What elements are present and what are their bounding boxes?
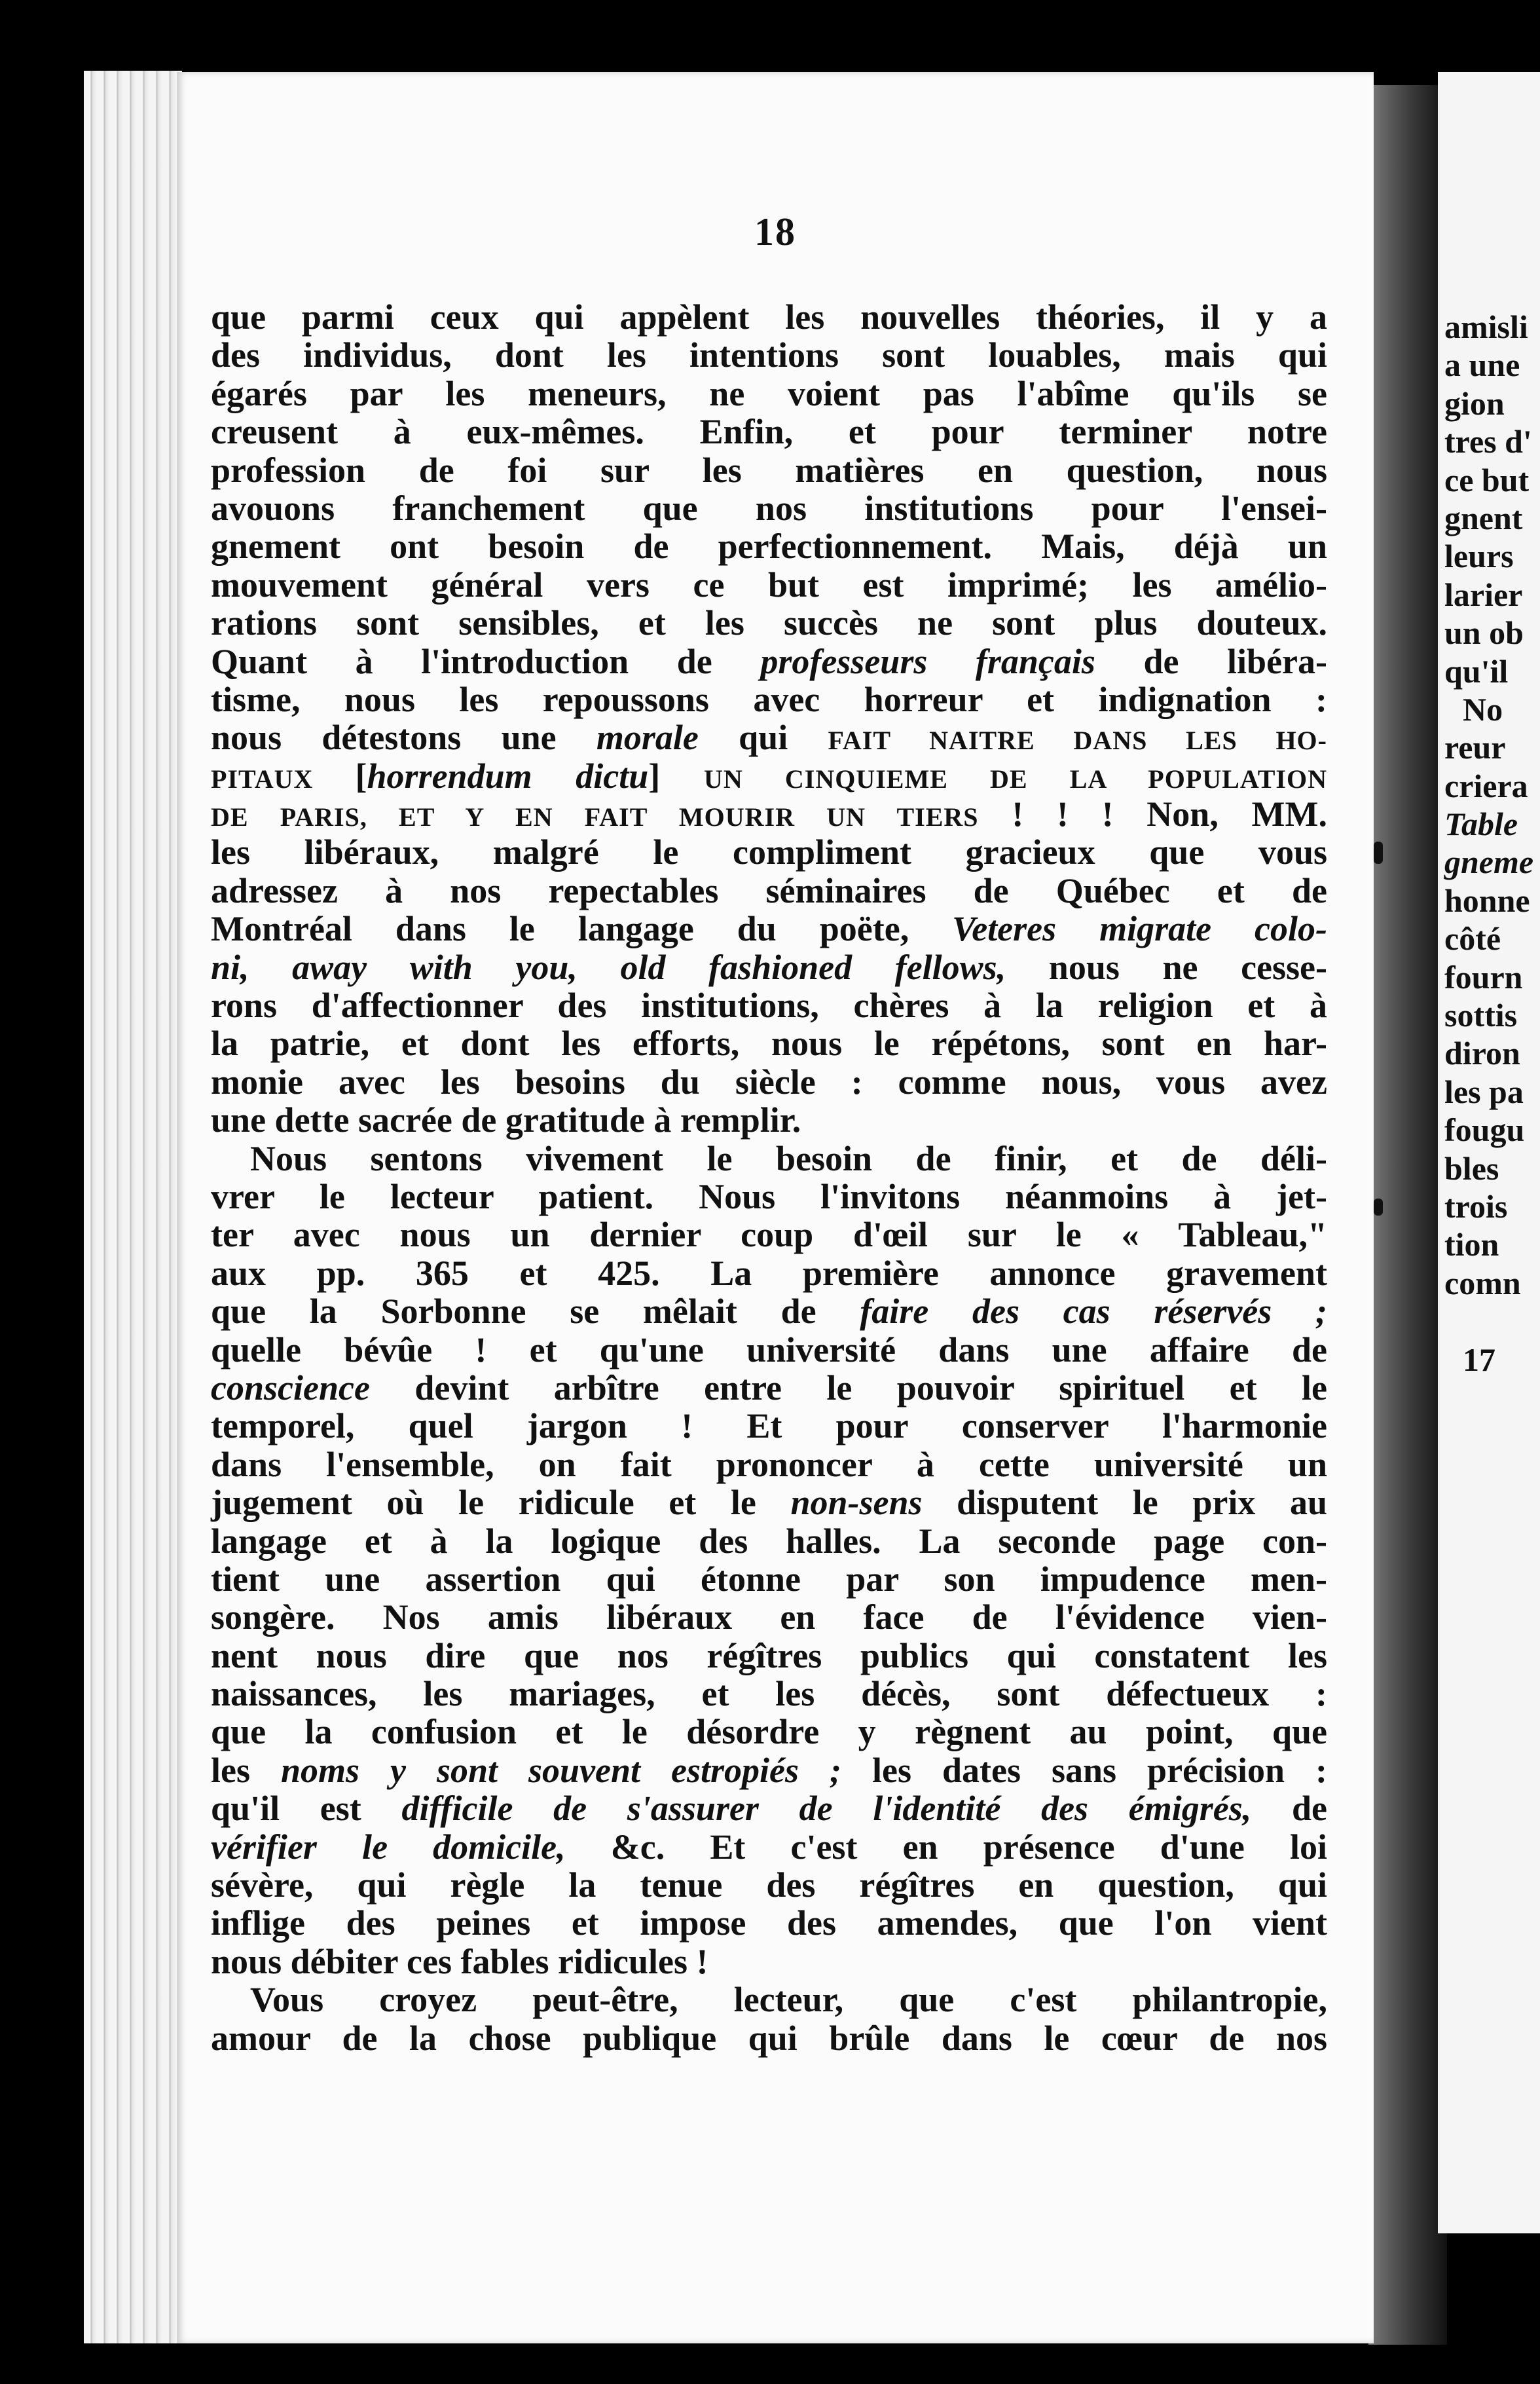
facing-page-line: tres d' <box>1444 423 1532 460</box>
text-run: nous débiter ces fables ridicules ! <box>211 1941 708 1981</box>
text-run: difficile de s'assurer de l'identité des émigrés, <box>401 1789 1252 1829</box>
text-line <box>211 1675 1327 1713</box>
text-line <box>211 680 1327 718</box>
text-run: &c. Et c'est en présence d'une loi <box>565 1827 1327 1867</box>
text-run: amour de la chose publique qui brûle dans le cœur de nos <box>211 2018 1327 2058</box>
facing-page-line: honne <box>1444 882 1530 919</box>
text-run: adressez à nos repectables séminaires de Québec et de <box>211 870 1327 910</box>
text-run: Vous croyez peut-être, lecteur, que c'est philantropie, <box>250 1980 1327 2020</box>
text-line <box>211 1637 1327 1675</box>
text-run: DE PARIS, ET Y EN FAIT MOURIR UN TIERS <box>211 802 979 832</box>
text-line <box>211 795 1327 833</box>
text-run: une dette sacrée de gratitude à remplir. <box>211 1100 801 1140</box>
text-line <box>211 1445 1327 1483</box>
text-run: horrendum dictu <box>367 756 649 796</box>
text-run: que parmi ceux qui appèlent les nouvelles théories, il y a <box>211 297 1327 337</box>
page-number: 18 <box>754 210 796 253</box>
text-run: de libéra- <box>1095 641 1327 681</box>
facing-page-line <box>1438 1302 1533 1340</box>
text-line <box>211 1101 1327 1139</box>
text-run: conscience <box>211 1368 370 1407</box>
text-run: avouons franchement que nos institutions pour l'ensei- <box>211 488 1327 528</box>
text-run: non-sens <box>790 1483 923 1523</box>
text-line <box>211 1254 1327 1292</box>
text-line <box>211 1140 1327 1178</box>
text-run: inflige des peines et impose des amendes, que l'on vient <box>211 1903 1327 1943</box>
facing-page-line: gnent <box>1444 499 1523 536</box>
text-line <box>211 1751 1327 1789</box>
facing-page-text <box>1438 308 1533 1379</box>
text-run: Veteres migrate colo- <box>952 909 1327 949</box>
text-run: rations sont sensibles, et les succès ne sont plus douteux. <box>211 603 1327 643</box>
text-line <box>211 413 1327 451</box>
text-run: Montréal dans le langage du poëte, <box>211 909 953 949</box>
text-line <box>211 489 1327 527</box>
text-run: songère. Nos amis libéraux en face de l'évidence vien- <box>211 1597 1327 1637</box>
text-line <box>211 1981 1327 2019</box>
text-run: nent nous dire que nos régîtres publics qui constatent les <box>211 1635 1327 1675</box>
text-run: qui <box>698 718 828 758</box>
text-run: Nous sentons vivement le besoin de finir, et de déli- <box>250 1138 1327 1178</box>
facing-page-line: leurs <box>1444 538 1514 575</box>
text-line <box>211 1598 1327 1636</box>
text-run: noms y sont souvent estropiés ; <box>280 1750 842 1790</box>
facing-page-line: a une <box>1444 346 1520 384</box>
text-line <box>211 1713 1327 1751</box>
text-run: professeurs français <box>760 641 1095 681</box>
text-line <box>211 1789 1327 1827</box>
text-run: égarés par les meneurs, ne voient pas l'abîme qu'ils se <box>211 373 1327 413</box>
text-run: Quant à l'introduction de <box>211 641 761 681</box>
facing-page-line: un ob <box>1444 614 1524 652</box>
text-line <box>211 872 1327 910</box>
facing-page-line: les pa <box>1444 1073 1524 1110</box>
text-line <box>211 604 1327 642</box>
facing-page-line: reur <box>1444 729 1506 766</box>
facing-page-line: ce but <box>1444 461 1530 498</box>
text-line <box>211 1216 1327 1254</box>
text-run: PITAUX <box>211 764 356 794</box>
facing-page-line: bles <box>1444 1149 1499 1187</box>
facing-page-line: comn <box>1444 1264 1521 1301</box>
text-run: des individus, dont les intentions sont louables, mais qui <box>211 335 1327 375</box>
text-run: ] <box>648 756 704 796</box>
text-run: qu'il est <box>211 1789 402 1829</box>
facing-page-line: 17 <box>1463 1341 1495 1378</box>
text-run: vrer le lecteur patient. Nous l'invitons néanmoins à jet- <box>211 1176 1327 1216</box>
text-run: de <box>1251 1789 1327 1829</box>
text-line <box>211 566 1327 604</box>
text-run: faire des cas réservés ; <box>860 1292 1327 1332</box>
facing-page-line: gion <box>1444 384 1505 422</box>
text-line <box>211 833 1327 871</box>
text-line <box>211 336 1327 374</box>
text-run: que la confusion et le désordre y règnent au point, que <box>211 1712 1327 1752</box>
text-line <box>211 298 1327 336</box>
facing-page-line: diron <box>1444 1035 1520 1072</box>
facing-page-line: côté <box>1444 920 1501 958</box>
text-run: UN CINQUIEME DE LA POPULATION <box>703 764 1328 794</box>
text-run: morale <box>596 718 699 758</box>
text-line <box>211 1178 1327 1216</box>
text-line <box>211 910 1327 948</box>
text-run: gnement ont besoin de perfectionnement. Mais, déjà un <box>211 527 1327 567</box>
text-line <box>211 527 1327 565</box>
text-run: ! ! ! Non, MM. <box>978 794 1327 834</box>
text-line <box>211 1904 1327 1942</box>
text-run: disputent le prix au <box>922 1483 1327 1523</box>
text-run: jugement où le ridicule et le <box>211 1483 791 1523</box>
text-run: que la Sorbonne se mêlait de <box>211 1292 860 1332</box>
text-line <box>211 948 1327 986</box>
text-run: les libéraux, malgré le compliment gracieux que vous <box>211 832 1327 872</box>
text-run: quelle bévûe ! et qu'une université dans une affaire de <box>211 1330 1327 1369</box>
page-body-text <box>211 298 1327 2057</box>
text-run: creusent à eux-mêmes. Enfin, et pour terminer notre <box>211 412 1327 452</box>
text-run: devint arbître entre le pouvoir spirituel et le <box>369 1368 1327 1407</box>
text-run: dans l'ensemble, on fait prononcer à cette université un <box>211 1444 1327 1484</box>
text-run: langage et à la logique des halles. La seconde page con- <box>211 1521 1327 1561</box>
facing-page-line: amisli <box>1444 308 1528 345</box>
facing-page-line: Table <box>1444 806 1518 843</box>
text-run: rons d'affectionner des institutions, chères à la religion et à <box>211 986 1327 1026</box>
text-run: nous détestons une <box>211 718 596 758</box>
facing-page-line: trois <box>1444 1187 1508 1225</box>
text-line <box>211 375 1327 413</box>
text-run: ter avec nous un dernier coup d'œil sur le « Tableau," <box>211 1215 1327 1255</box>
text-run: [ <box>355 756 367 796</box>
text-run: profession de foi sur les matières en question, nous <box>211 450 1327 490</box>
text-line <box>211 986 1327 1024</box>
text-run: FAIT NAITRE DANS LES HO- <box>828 726 1327 756</box>
text-run: mouvement général vers ce but est imprimé; les amélio- <box>211 565 1327 605</box>
facing-page-line: gneme <box>1444 844 1534 881</box>
text-line <box>211 1943 1327 1981</box>
facing-page-line: larier <box>1444 576 1523 613</box>
text-run: vérifier le domicile, <box>211 1827 566 1867</box>
text-run: tient une assertion qui étonne par son impudence men- <box>211 1559 1327 1599</box>
margin-mark <box>1374 842 1383 864</box>
page-edges <box>84 71 182 2343</box>
text-line <box>211 1331 1327 1369</box>
text-run: aux pp. 365 et 425. La première annonce gravement <box>211 1253 1327 1293</box>
text-line <box>211 1560 1327 1598</box>
text-run: tisme, nous les repoussons avec horreur et indignation : <box>211 679 1327 719</box>
text-line <box>211 643 1327 680</box>
facing-page-line: criera <box>1444 767 1528 804</box>
text-line <box>211 1024 1327 1062</box>
text-line <box>211 2019 1327 2057</box>
text-line <box>211 757 1327 795</box>
text-line <box>211 1407 1327 1445</box>
text-line <box>211 1522 1327 1560</box>
facing-page-line: No <box>1463 690 1503 728</box>
text-run: les dates sans précision : <box>841 1750 1327 1790</box>
facing-page-line: fourn <box>1444 958 1523 996</box>
text-line <box>211 451 1327 489</box>
text-line <box>211 718 1327 756</box>
facing-page-line: fougu <box>1444 1111 1525 1149</box>
facing-page-line: qu'il <box>1444 652 1509 690</box>
margin-mark <box>1374 1199 1383 1216</box>
text-run: sévère, qui règle la tenue des régîtres en question, qui <box>211 1865 1327 1905</box>
text-run: la patrie, et dont les efforts, nous le répétons, sont en har- <box>211 1024 1327 1064</box>
facing-page-line: tion <box>1444 1226 1499 1263</box>
text-line <box>211 1063 1327 1101</box>
text-run: les <box>211 1750 281 1790</box>
text-line <box>211 1369 1327 1407</box>
text-line <box>211 1292 1327 1330</box>
text-run: temporel, quel jargon ! Et pour conserver l'harmonie <box>211 1406 1327 1446</box>
text-run: nous ne cesse- <box>1006 947 1327 987</box>
facing-page-line: sottis <box>1444 997 1518 1034</box>
text-line <box>211 1483 1327 1521</box>
text-line <box>211 1866 1327 1904</box>
text-run: monie avec les besoins du siècle : comme nous, vous avez <box>211 1062 1327 1102</box>
text-run: naissances, les mariages, et les décès, sont défectueux : <box>211 1674 1327 1714</box>
text-run: ni, away with you, old fashioned fellows, <box>211 947 1006 987</box>
facing-page <box>1438 72 1540 2233</box>
text-line <box>211 1828 1327 1866</box>
